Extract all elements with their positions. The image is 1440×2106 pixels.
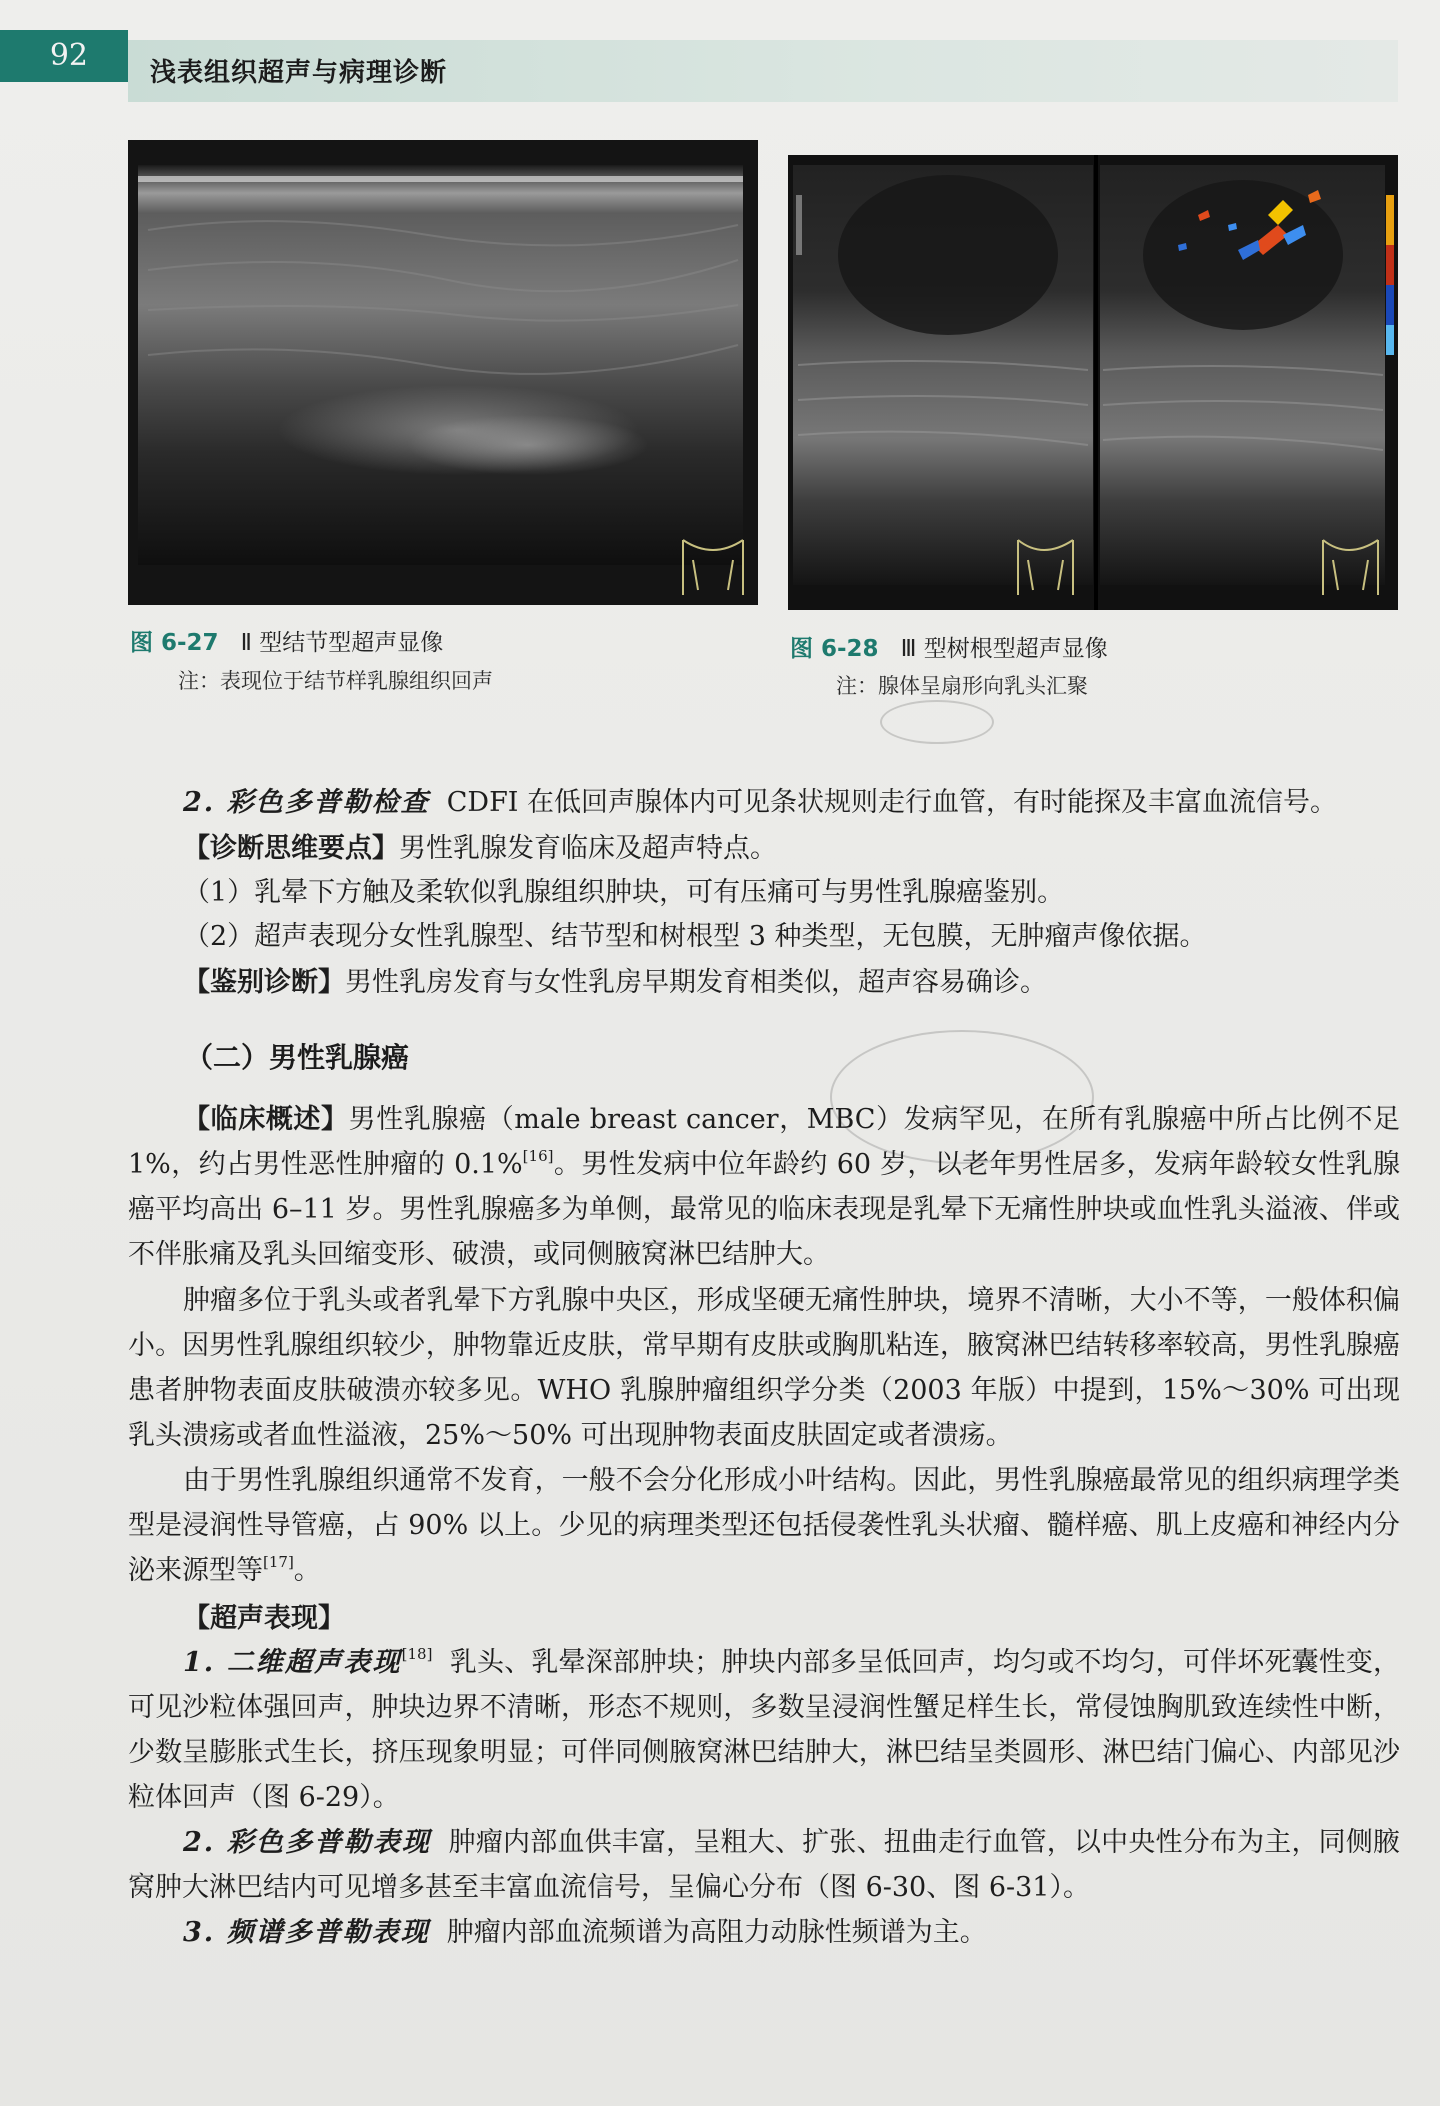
- figure-caption-6-28: [790, 630, 1108, 663]
- figure-note-6-27: 注：表现位于结节样乳腺组织回声: [178, 669, 493, 693]
- us2-text: 肿瘤内部血供丰富，呈粗大、扩张、扭曲走行血管，以中央性分布为主，同侧腋窝肿大淋巴结内可见增多甚至丰富血流信号，呈偏心分布（图 6-30、图 6-31）。: [128, 1827, 1401, 1903]
- paragraph-cdfi: [128, 780, 1400, 825]
- paragraph-pathology: [128, 1458, 1400, 1593]
- reference-17: [17]: [263, 1553, 294, 1571]
- figure-caption-6-27: [130, 624, 443, 657]
- us3-heading: 3. 频谱多普勒表现: [183, 1917, 430, 1948]
- reference-16: [16]: [522, 1147, 554, 1165]
- pathology-text-a: 由于男性乳腺组织通常不发育，一般不会分化形成小叶结构。因此，男性乳腺癌最常见的组织病理学类型是浸润性导管癌，占 90% 以上。少见的病理类型还包括侵袭性乳头状瘤、髓样癌、肌上皮癌和神经内分泌来源型等: [128, 1465, 1400, 1586]
- diagnosis-label: 【诊断思维要点】: [183, 833, 399, 864]
- differential-text: 男性乳房发育与女性乳房早期发育相类似，超声容易确诊。: [345, 967, 1047, 998]
- book-title: 浅表组织超声与病理诊断: [150, 58, 448, 88]
- figure-note-6-28: 注：腺体呈扇形向乳头汇聚: [836, 674, 1088, 698]
- ultrasound-findings-label: [183, 1596, 1400, 1641]
- us1-heading: 1. 二维超声表现: [183, 1647, 402, 1678]
- ultrasound-image-6-28: [788, 155, 1398, 610]
- pathology-text-b: 。: [293, 1555, 321, 1586]
- diagnosis-text: 男性乳腺发育临床及超声特点。: [399, 833, 777, 864]
- paragraph-color-doppler: [128, 1820, 1400, 1910]
- figure-title: Ⅲ 型树根型超声显像: [900, 636, 1108, 662]
- section-heading: （二）男性乳腺癌: [185, 1041, 410, 1074]
- paragraph-differential: [183, 960, 1400, 1005]
- paragraph-diagnosis: [183, 826, 1400, 871]
- paragraph-clinical: [128, 1097, 1400, 1277]
- paragraph-spectral-doppler: [128, 1910, 1400, 1955]
- figure-label: 图 6-27: [130, 630, 219, 656]
- figure-title: Ⅱ 型结节型超声显像: [240, 630, 444, 656]
- clinical-text-b: 。男性发病中位年龄约 60 岁，以老年男性居多，发病年龄较女性乳腺癌平均高出 6–11 岁。男性乳腺癌多为单侧，最常见的临床表现是乳晕下无痛性肿块或血性乳头溢液、伴或不伴胀痛及乳头回缩变形、破溃，或同侧腋窝淋巴结肿大。: [128, 1149, 1400, 1270]
- differential-label: 【鉴别诊断】: [183, 967, 345, 998]
- paragraph-2d-ultrasound: [128, 1640, 1400, 1820]
- page-number: 92: [0, 30, 128, 82]
- us3-text: 肿瘤内部血流频谱为高阻力动脉性频谱为主。: [446, 1917, 987, 1948]
- reference-18: [18]: [401, 1645, 433, 1663]
- cdfi-text: CDFI 在低回声腺体内可见条状规则走行血管，有时能探及丰富血流信号。: [446, 787, 1338, 818]
- diagnosis-point-2: （2）超声表现分女性乳腺型、结节型和树根型 3 种类型，无包膜，无肿瘤声像依据。: [183, 921, 1207, 952]
- us1-text: 乳头、乳晕深部肿块；肿块内部多呈低回声，均匀或不均匀，可伴坏死囊性变，可见沙粒体强回声，肿块边界不清晰，形态不规则，多数呈浸润性蟹足样生长，常侵蚀胸肌致连续性中断，少数呈膨胀式生长，挤压现象明显；可伴同侧腋窝淋巴结肿大，淋巴结呈类圆形、淋巴结门偏心、内部见沙粒体回声（图 6-29）。: [128, 1647, 1400, 1813]
- cdfi-heading: 2. 彩色多普勒检查: [183, 787, 430, 818]
- us2-heading: 2. 彩色多普勒表现: [183, 1827, 432, 1858]
- clinical-text-a: 男性乳腺癌（male breast cancer，MBC）发病罕见，在所有乳腺癌中所占比例不足 1%，约占男性恶性肿瘤的 0.1%: [128, 1104, 1401, 1180]
- diagnosis-point-1: （1）乳晕下方触及柔软似乳腺组织肿块，可有压痛可与男性乳腺癌鉴别。: [183, 877, 1065, 908]
- figure-label: 图 6-28: [790, 636, 879, 662]
- clinical-label: 【临床概述】: [183, 1104, 349, 1135]
- ultrasound-image-6-27: [128, 140, 758, 605]
- paragraph-tumor-location: 肿瘤多位于乳头或者乳晕下方乳腺中央区，形成坚硬无痛性肿块，境界不清晰，大小不等，一般体积偏小。因男性乳腺组织较少，肿物靠近皮肤，常早期有皮肤或胸肌粘连，腋窝淋巴结转移率较高，男性乳腺癌患者肿物表面皮肤破溃亦较多见。WHO 乳腺肿瘤组织学分类（2003 年版）中提到，15%～30% 可出现乳头溃疡或者血性溢液，25%～50% 可出现肿物表面皮肤固定或者溃疡。: [128, 1285, 1400, 1451]
- ultrasound-label: 【超声表现】: [183, 1603, 345, 1634]
- pencil-mark: [880, 700, 994, 744]
